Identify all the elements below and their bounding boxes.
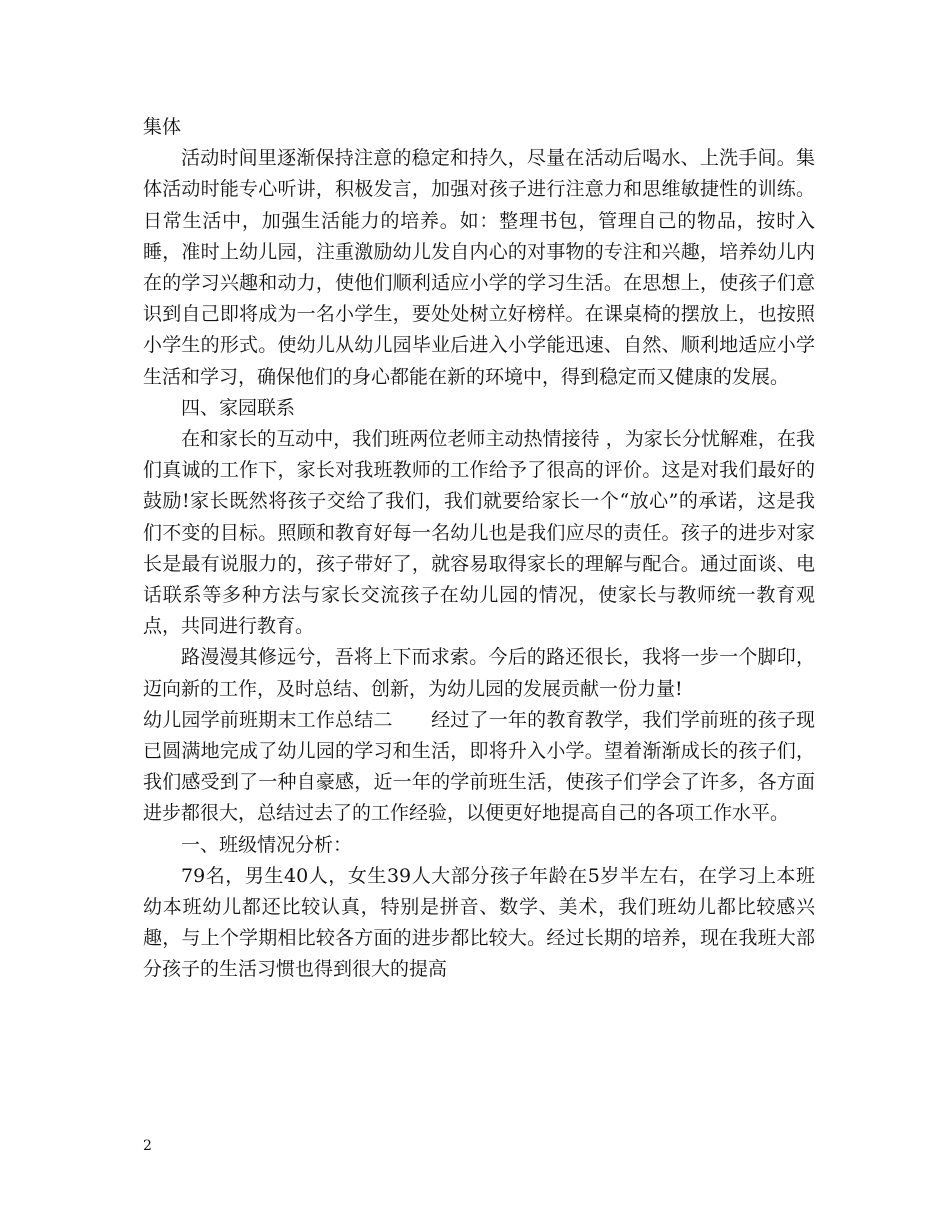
page-number: 2 [143,1138,152,1154]
paragraph-parent-interaction: 在和家长的互动中，我们班两位老师主动热情接待 ，为家长分忧解难，在我们真诚的工作下，家长对我班教师的工作给予了很高的评价。这是对我们最好的鼓励!家长既然将孩子交给了我们，我们就要给家长一个“放心”的承诺，这是我们不变的目标。照顾和教育好每一名幼儿也是我们应尽的责任。孩子的进步对家长是最有说服力的，孩子带好了，就容易取得家长的理解与配合。通过面谈、电话联系等多种方法与家长交流孩子在幼儿园的情况，使家长与教师统一教育观点，共同进行教育。 [143,428,815,638]
paragraph-collective: 集体 [143,116,182,138]
section-heading-home-school-contact: 四、家园联系 [181,396,296,419]
paragraph-class-statistics: 79名，男生40人，女生39人大部分孩子年龄在5岁半左右，在学习上本班幼本班幼儿都还比较认真，特别是拼音、数学、美术，我们班幼儿都比较感兴趣，与上个学期相比较各方面的进步都比较大。经过长期的培养，现在我班大部分孩子的生活习惯也得到很大的提高 [143,864,815,981]
document-body [143,112,815,986]
paragraph-summary-two-intro: 幼儿园学前班期末工作总结二 经过了一年的教育教学，我们学前班的孩子现已圆满地完成了幼儿园的学习和生活，即将升入小学。望着渐渐成长的孩子们，我们感受到了一种自豪感，近一年的学前班生活，使孩子们学会了许多，各方面进步都很大，总结过去了的工作经验，以便更好地提高自己的各项工作水平。 [143,708,815,825]
paragraph-closing-quote: 路漫漫其修远兮，吾将上下而求索。今后的路还很长，我将一步一个脚印，迈向新的工作，及时总结、创新，为幼儿园的发展贡献一份力量! [143,646,815,700]
section-heading-class-analysis: 一、班级情况分析： [181,833,353,856]
paragraph-activity-attention: 活动时间里逐渐保持注意的稳定和持久，尽量在活动后喝水、上洗手间。集体活动时能专心听讲，积极发言，加强对孩子进行注意力和思维敏捷性的训练。日常生活中，加强生活能力的培养。如：整理书包，管理自己的物品，按时入睡，准时上幼儿园，注重激励幼儿发自内心的对事物的专注和兴趣，培养幼儿内在的学习兴趣和动力，使他们顺利适应小学的学习生活。在思想上，使孩子们意识到自己即将成为一名小学生，要处处树立好榜样。在课桌椅的摆放上，也按照小学生的形式。使幼儿从幼儿园毕业后进入小学能迅速、自然、顺利地适应小学生活和学习，确保他们的身心都能在新的环境中，得到稳定而又健康的发展。 [143,147,815,388]
